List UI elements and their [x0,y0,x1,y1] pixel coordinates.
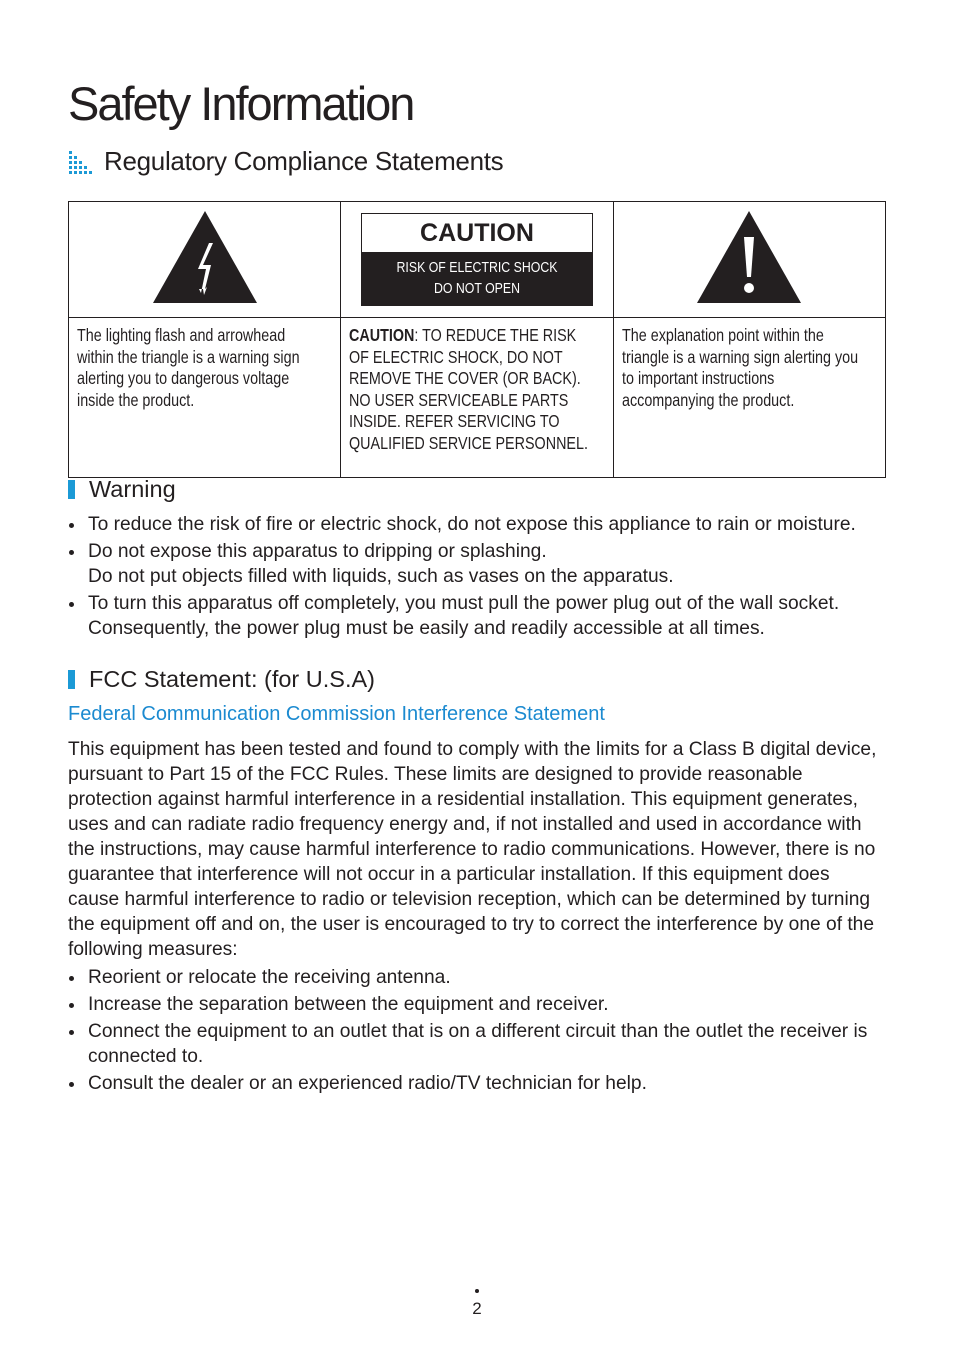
warning-list [68,512,886,643]
page-number-text: 2 [472,1299,482,1318]
section-heading [68,146,503,177]
caution-line-2: DO NOT OPEN [433,281,521,297]
fcc-paragraph: This equipment has been tested and found to comply with the limits for a Class B digital device, pursuant to Part 15 of the FCC Rules. These limits are designed to provide reasonable protection against harmful interference in a residential installation. This equipment generates, uses and can radiate radio frequency energy and, if not installed and used in accordance with the instructions, may cause harmful interference to radio communications. However, there is no guarantee that interference will not occur in a particular installation. If this equipment does cause harmful interference to radio or television reception, which can be determined by turning the equipment off and on, the user is encouraged to try to correct the interference by one of the following measures: [68,739,877,960]
bullet-icon [69,602,74,607]
list-item-text: Increase the separation between the equipment and receiver. [88,994,609,1015]
exclamation-description-cell [613,318,885,478]
list-item-text: Do not expose this apparatus to dripping or splashing. [88,541,547,562]
caution-cell [341,202,613,318]
list-item-text: To reduce the risk of fire or electric shock, do not expose this appliance to rain or moisture. [88,514,856,535]
list-item-text: To turn this apparatus off completely, you must pull the power plug out of the wall socket. [88,593,840,614]
caution-description-text: : TO REDUCE THE RISK OF ELECTRIC SHOCK, DO NOT REMOVE THE COVER (OR BACK). NO USER SERVICEABLE PARTS INSIDE. REFER SERVICING TO QUALIFIED SERVICE PERSONNEL. [349,325,589,453]
list-item [68,1071,886,1096]
fcc-subheading: Federal Communication Commission Interference Statement [68,703,605,725]
caution-description-cell [341,318,613,478]
exclamation-cell [613,202,885,318]
caution-title: CAUTION [362,214,592,252]
caution-line-1: RISK OF ELECTRIC SHOCK [396,260,558,276]
fcc-heading-text: FCC Statement: (for U.S.A) [89,666,375,692]
list-item [68,591,886,641]
caution-subtitle [362,252,592,305]
bullet-icon [69,550,74,555]
lightning-cell [69,202,341,318]
list-item-text-2: Consequently, the power plug must be easily and readily accessible at all times. [88,618,765,639]
heading-accent-bar [68,670,75,689]
list-item [68,965,886,990]
fcc-heading [68,666,375,693]
page-number-dot [475,1289,479,1293]
warning-heading [68,476,176,503]
bullet-icon [69,1030,74,1035]
compliance-table [68,201,886,478]
caution-description-bold: CAUTION [349,325,415,345]
fcc-measures-list [68,965,886,1098]
lightning-description-cell [69,318,341,478]
list-item [68,512,886,537]
heading-accent-bar [68,480,75,499]
list-item [68,1019,886,1069]
bullet-icon [69,1003,74,1008]
list-item [68,992,886,1017]
section-heading-text: Regulatory Compliance Statements [104,146,504,176]
lightning-description: The lighting flash and arrowhead within the triangle is a warning sign alerting you to dangerous voltage inside the product. [77,325,300,410]
bullet-icon [69,523,74,528]
bullet-icon [69,1082,74,1087]
page-title: Safety Information [68,77,414,130]
dot-grid-icon [68,149,94,175]
exclamation-triangle-icon [695,209,803,305]
list-item-text: Connect the equipment to an outlet that is on a different circuit than the outlet the receiver is connected to. [88,1021,868,1067]
bullet-icon [69,976,74,981]
page-number [0,1289,954,1319]
lightning-triangle-icon [151,209,259,305]
caution-label [361,213,593,306]
list-item-text-2: Do not put objects filled with liquids, such as vases on the apparatus. [88,566,674,587]
list-item [68,539,886,589]
list-item-text: Reorient or relocate the receiving antenna. [88,967,451,988]
caution-description [349,325,595,454]
list-item-text: Consult the dealer or an experienced radio/TV technician for help. [88,1073,647,1094]
warning-heading-text: Warning [89,476,176,502]
exclamation-description: The explanation point within the triangle is a warning sign alerting you to important instructions accompanying the product. [621,325,858,410]
